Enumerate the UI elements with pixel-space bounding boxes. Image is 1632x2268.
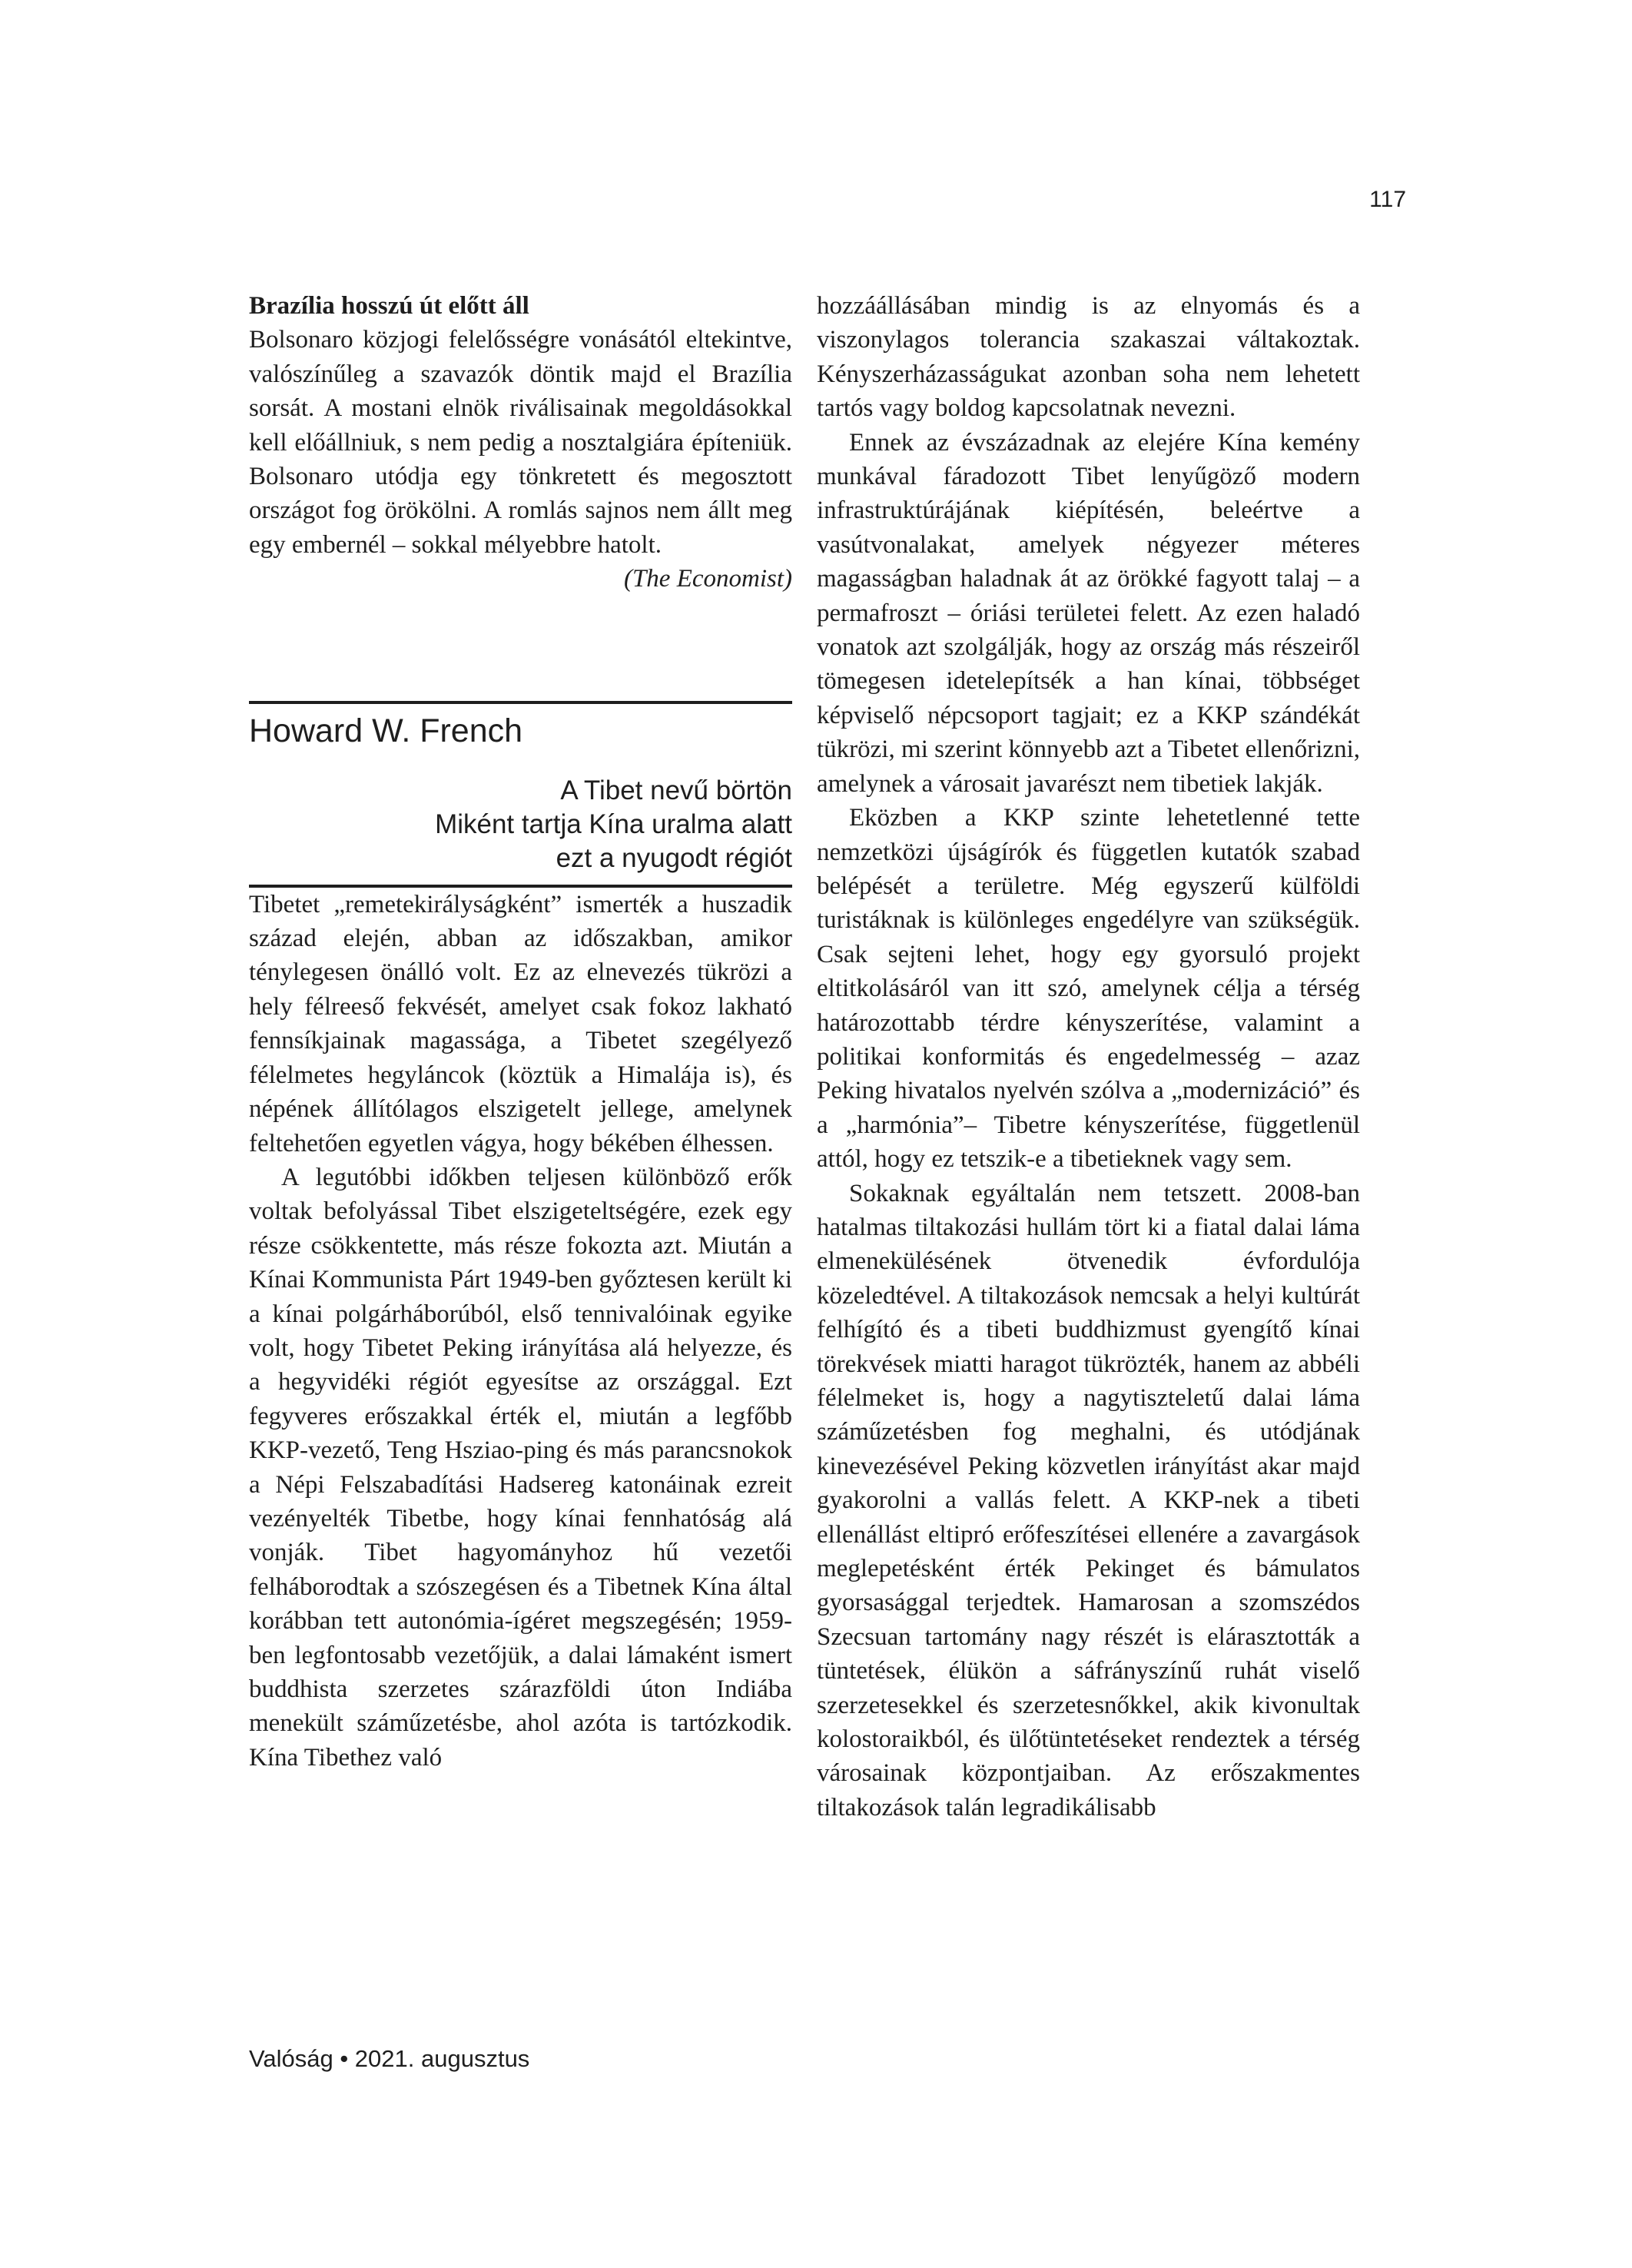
section-source: (The Economist) [623,565,792,593]
section-heading: Brazília hosszú út előtt áll [249,292,529,320]
author-divider [249,701,792,704]
article-paragraph: Tibetet „remetekirályságként” ismerték a huszadik század elején, abban az időszakban, amikor ténylegesen önálló volt. Ez az elnevezés tükrözi a hely félreeső fekvését, amelyet csak fokoz lakható fennsíkjainak magassága, a Tibetet szegélyező félelmetes hegyláncok (köztük a Himalája is), és népének állítólagos elszigetelt jellege, amelynek feltehetően egyetlen vágya, hogy békében élhessen. [249,890,792,1157]
article-paragraph: Ennek az évszázadnak az elejére Kína kemény munkával fáradozott Tibet lenyűgöző modern infrastruktúrájának kiépítésén, beleértve a vasútvonalakat, amelyek négyezer méteres magasságban haladnak át az örökké fagyott talaj – a permafroszt – óriási területei felett. Az ezen haladó vonatok azt szolgálják, hogy az ország más részeiről tömegesen idetelepítsék a han kínai, többséget képviselő népcsoport tagjait; ez a KKP szándékát tükrözi, mi szerint könnyebb azt a Tibetet ellenőrizni, amelynek a városait javarészt nem tibetiek lakják. [817,428,1360,798]
subtitle-line: Miként tartja Kína uralma alatt [435,809,792,839]
article-author: Howard W. French [249,712,523,749]
section-body: Bolsonaro közjogi felelősségre vonásától eltekintve, valószínűleg a szavazók döntik majd el Brazília sorsát. A mostani elnök riválisainak megoldásokkal kell előállniuk, s nem pedig a nosztalgiára építeniük. Bolsonaro utódja egy tönkretett és megosztott országot fog örökölni. A romlás sajnos nem állt meg egy embernél – sokkal mélyebbre hatolt. [249,326,792,559]
right-column [817,289,1360,1825]
article-paragraph: Sokaknak egyáltalán nem tetszett. 2008-ban hatalmas tiltakozási hullám tört ki a fiatal dalai láma elmenekülésének ötvenedik évfordulója közeledtével. A tiltakozások nemcsak a helyi kultúrát felhígító és a tibeti buddhizmust gyengítő kínai törekvések miatti haragot tükrözték, hanem az abbéli félelmeket is, hogy a nagytiszteletű dalai láma száműzetésben fog meghalni, és utódjának kinevezésével Peking közvetlen irányítást akar majd gyakorolni a vallás felett. A KKP-nek a tibeti ellenállást eltipró erőfeszítései ellenére a zavargások meglepetésként érték Pekinget és bámulatos gyorsasággal terjedtek. Hamarosan a szomszédos Szecsuan tartomány nagy részét is elárasztották a tüntetések, élükön a sáfrányszínű ruhát viselő szerzetesekkel és szerzetesnőkkel, akik kivonultak kolostoraikból, és ülőtüntetéseket rendeztek a térség városainak központjaiban. Az erőszakmentes tiltakozások talán legradikálisabb [817,1179,1360,1821]
page-number: 117 [1369,187,1406,212]
article-title [249,774,792,875]
title-line: A Tibet nevű börtön [560,775,792,805]
article-paragraph: Eközben a KKP szinte lehetetlenné tette nemzetközi újságírók és független kutatók szabad belépését a területre. Még egyszerű külföldi turistáknak is különleges engedélyre van szükségük. Csak sejteni lehet, hogy egy gyorsuló projekt eltitkolásáról van itt szó, amelynek célja a térség határozottabb térdre kényszerítése, valamint a politikai konformitás és engedelmesség – azaz Peking hivatalos nyelvén szólva a „modernizáció” és a „harmónia”– Tibetre kényszerítése, függetlenül attól, hogy ez tetszik-e a tibetieknek vagy sem. [817,804,1360,1174]
article-paragraph: hozzáállásában mindig is az elnyomás és a viszonylagos tolerancia szakaszai váltakoztak. Kényszerházasságukat azonban soha nem lehetett tartós vagy boldog kapcsolatnak nevezni. [817,292,1360,423]
article-paragraph: A legutóbbi időkben teljesen különböző erők voltak befolyással Tibet elszigeteltségére, ezek egy része csökkentette, más része fokozta azt. Miután a Kínai Kommunista Párt 1949-ben győztesen került ki a kínai polgárháborúból, első tennivalóinak egyike volt, hogy Tibetet Peking irányítása alá helyezze, és a hegyvidéki régiót egyesítse az országgal. Ezt fegyveres erőszakkal érték el, miután a legfőbb KKP-vezető, Teng Hsziao-ping és más parancsnokok a Népi Felszabadítási Hadsereg katonáinak ezreit vezényelték Tibetbe, hogy kínai fennhatóság alá vonják. Tibet hagyományhoz hű vezetői felháborodtak a szószegésen és a Tibetnek Kína által korábban tett autonómia-ígéret megszegésén; 1959-ben legfontosabb vezetőjük, a dalai lámaként ismert buddhista szerzetes szárazföldi úton Indiába menekült száműzetésbe, ahol azóta is tartózkodik. Kína Tibethez való [249,1163,792,1772]
left-column [249,289,792,1775]
page-footer: Valóság • 2021. augusztus [249,2045,530,2072]
subtitle-line: ezt a nyugodt régiót [556,842,792,873]
